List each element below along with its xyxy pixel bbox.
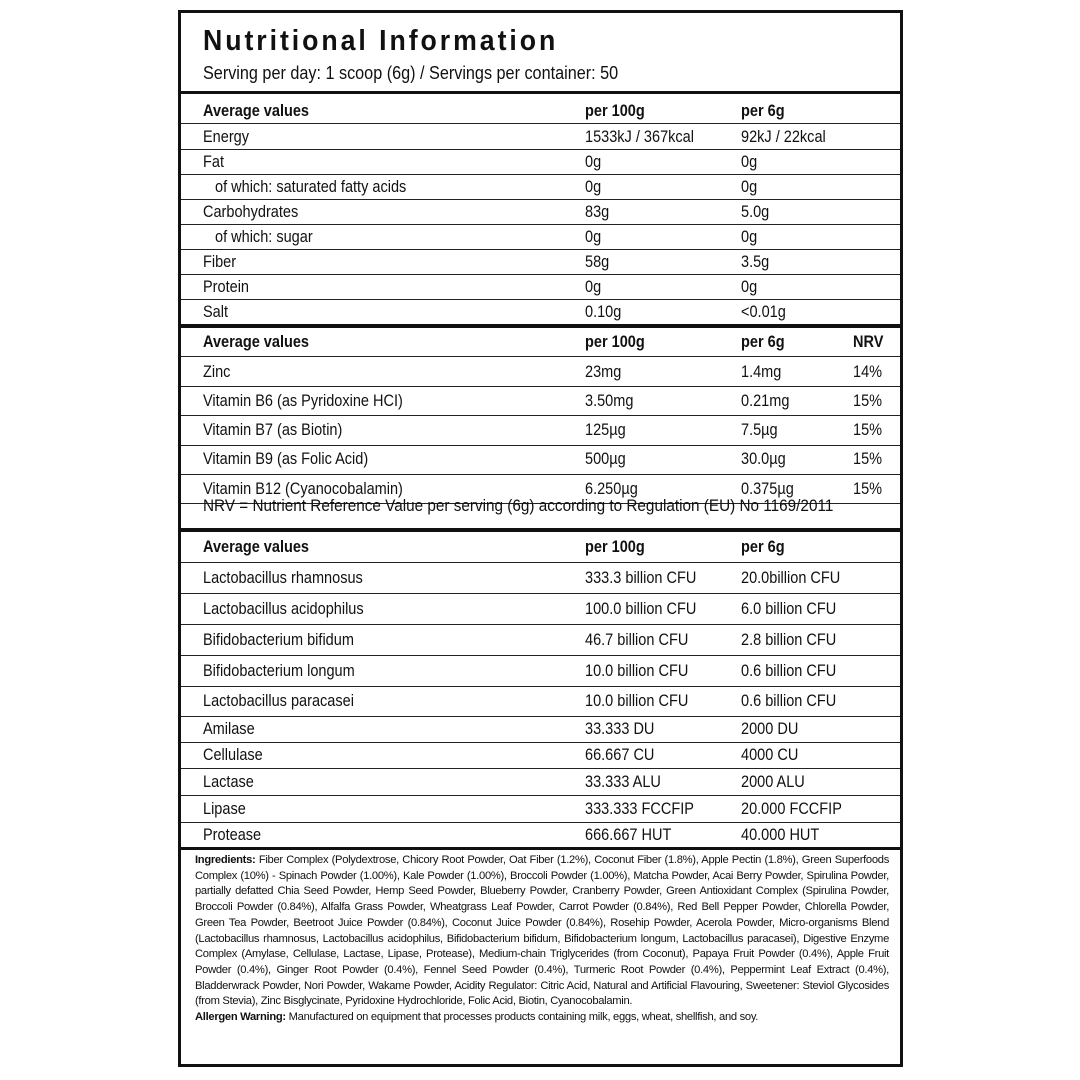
divider — [181, 91, 900, 94]
ingredient-name: Lactase — [203, 772, 254, 791]
table3-header — [181, 532, 900, 562]
ingredient-name: Lactobacillus paracasei — [203, 692, 354, 710]
value-per-100g: 0g — [585, 152, 602, 171]
ingredient-name: Cellulase — [203, 746, 263, 764]
nutrient-name: of which: sugar — [215, 227, 313, 246]
value-per-6g: 1.4mg — [741, 362, 782, 381]
vitamin-name: Zinc — [203, 362, 231, 381]
value-per-100g: 666.667 HUT — [585, 826, 672, 844]
table-row — [181, 299, 900, 324]
value-per-6g: 20.0billion CFU — [741, 569, 841, 587]
table-row — [181, 742, 900, 768]
table-row — [181, 357, 900, 386]
value-per-100g: 333.3 billion CFU — [585, 569, 697, 587]
value-per-100g: 0g — [585, 227, 602, 246]
table-row — [181, 768, 900, 795]
value-per-100g: 83g — [585, 202, 610, 221]
divider — [181, 847, 900, 850]
table-row — [181, 224, 900, 249]
table-row — [181, 593, 900, 624]
value-per-100g: 333.333 FCCFIP — [585, 799, 694, 818]
header-per-100g: per 100g — [585, 333, 645, 351]
value-per-100g: 58g — [585, 252, 610, 271]
ingredient-name: Bifidobacterium longum — [203, 661, 355, 680]
table-row — [181, 624, 900, 655]
value-per-6g: 6.0 billion CFU — [741, 599, 837, 618]
table-row — [181, 274, 900, 299]
ingredients-text: Fiber Complex (Polydextrose, Chicory Root Powder, Oat Fiber (1.2%), Coconut Fiber (1.8%), Apple Pectin (1.8%), Green Superfoods Complex (10%) - Spinach Powder (1.00%), Kale Powder (1.00%), Broccoli Powder (1.00%), Matcha Powder, Acai Berry Powder, Spirulina Powder, partially defatted Chia Seed Powder, Hemp Seed Powder, Blueberry Powder, Cranberry Powder, Green Antioxidant Complex (Spirulina Powder, Broccoli Powder (0.84%), Alfalfa Grass Powder, Wheatgrass Leaf Powder, Carrot Powder (0.84%), Red Bell Pepper Powder, Chlorella Powder, Green Tea Powder, Beetroot Juice Powder (0.84%), Coconut Juice Powder (0.84%), Rosehip Powder, Acerola Powder, Micro-organisms Blend (Lactobacillus rhamnosus, Lactobacillus acidophilus, Bifidobacterium bifidum, Bifidobacterium longum, Lactobacillus paracasei), Digestive Enzyme Complex (Amylase, Cellulase, Lactase, Lipase, Protease), Medium-chain Triglycerides (from Coconut), Papaya Fruit Powder (0.4%), Apple Fruit Powder (0.4%), Ginger Root Powder (0.4%), Fennel Seed Powder (0.4%), Turmeric Root Powder (0.4%), Peppermint Leaf Extract (0.4%), Bladderwrack Powder, Nori Powder, Wakame Powder, Acidity Regulator: Citric Acid, Natural and Artificial Flavouring, Sweetener: Steviol Glycosides (from Stevia), Zinc Bisglycinate, Pyridoxine Hydrochloride, Folic Acid, Biotin, Cyanocobalamin. — [195, 854, 889, 1008]
ingredient-name: Lactobacillus rhamnosus — [203, 569, 363, 587]
table-row — [181, 686, 900, 716]
nutrient-name: Salt — [203, 302, 229, 321]
value-per-6g: 0g — [741, 177, 758, 196]
table-row — [181, 149, 900, 174]
header-nrv: NRV — [853, 333, 884, 351]
ingredient-name: Amilase — [203, 720, 255, 738]
value-per-6g: 2.8 billion CFU — [741, 630, 837, 649]
value-per-6g: 2000 DU — [741, 720, 799, 738]
table-row — [181, 655, 900, 686]
value-nrv: 15% — [853, 421, 883, 440]
value-per-6g: 0g — [741, 277, 758, 296]
nutrient-name: Protein — [203, 277, 250, 296]
header-average-values: Average values — [203, 333, 310, 351]
value-per-100g: 46.7 billion CFU — [585, 630, 689, 649]
table-row — [181, 416, 900, 445]
nutrition-label — [178, 10, 903, 1067]
value-per-6g: 0.6 billion CFU — [741, 692, 837, 710]
vitamin-name: Vitamin B9 (as Folic Acid) — [203, 450, 369, 469]
value-nrv: 15% — [853, 450, 883, 469]
ingredient-name: Lipase — [203, 799, 246, 818]
table-row — [181, 199, 900, 224]
value-per-6g: 0.375µg — [741, 479, 794, 498]
value-per-100g: 3.50mg — [585, 391, 634, 410]
value-per-6g: 0.21mg — [741, 391, 790, 410]
serving-info: Serving per day: 1 scoop (6g) / Servings per container: 50 — [203, 63, 619, 83]
table2-header — [181, 328, 900, 356]
value-per-100g: 500µg — [585, 450, 626, 469]
table-row — [181, 249, 900, 274]
value-per-6g: 92kJ / 22kcal — [741, 127, 826, 146]
header-average-values: Average values — [203, 538, 310, 556]
table-row — [181, 124, 900, 149]
header-average-values: Average values — [203, 101, 310, 120]
value-per-100g: 10.0 billion CFU — [585, 692, 689, 710]
value-per-6g: 3.5g — [741, 252, 770, 271]
value-per-6g: 0g — [741, 152, 758, 171]
value-nrv: 15% — [853, 391, 883, 410]
value-per-100g: 0.10g — [585, 302, 622, 321]
table-row — [181, 716, 900, 742]
allergen-text: Manufactured on equipment that processes products containing milk, eggs, wheat, shellfish, and soy. — [285, 1011, 759, 1024]
ingredients-block — [195, 853, 889, 1026]
nutrient-name: of which: saturated fatty acids — [215, 177, 407, 196]
header-per-6g: per 6g — [741, 333, 785, 351]
vitamin-name: Vitamin B7 (as Biotin) — [203, 421, 343, 440]
value-per-6g: 4000 CU — [741, 746, 799, 764]
ingredient-name: Bifidobacterium bifidum — [203, 630, 354, 649]
table-row — [181, 174, 900, 199]
value-per-100g: 66.667 CU — [585, 746, 655, 764]
nutrient-name: Energy — [203, 127, 250, 146]
table-row — [181, 386, 900, 415]
value-per-100g: 10.0 billion CFU — [585, 661, 689, 680]
value-per-100g: 1533kJ / 367kcal — [585, 127, 694, 146]
table-row — [181, 822, 900, 848]
header-per-100g: per 100g — [585, 101, 645, 120]
value-per-6g: 20.000 FCCFIP — [741, 799, 842, 818]
value-per-100g: 23mg — [585, 362, 622, 381]
ingredients-label: Ingredients: — [195, 854, 256, 866]
value-per-6g: 40.000 HUT — [741, 826, 820, 844]
value-per-100g: 125µg — [585, 421, 626, 440]
value-per-6g: 2000 ALU — [741, 772, 805, 791]
value-per-100g: 33.333 DU — [585, 720, 655, 738]
value-per-100g: 33.333 ALU — [585, 772, 661, 791]
label-title: Nutritional Information — [203, 25, 559, 57]
table-row — [181, 563, 900, 593]
table-row — [181, 795, 900, 822]
ingredient-name: Protease — [203, 826, 262, 844]
table1-header — [181, 98, 900, 123]
nrv-note: NRV = Nutrient Reference Value per serving (6g) according to Regulation (EU) No 1169/2011 — [203, 496, 834, 515]
value-per-100g: 0g — [585, 177, 602, 196]
header-per-100g: per 100g — [585, 538, 645, 556]
header-per-6g: per 6g — [741, 538, 785, 556]
allergen-label: Allergen Warning: — [195, 1011, 286, 1024]
value-nrv: 14% — [853, 362, 883, 381]
value-per-6g: <0.01g — [741, 302, 786, 321]
value-per-6g: 0.6 billion CFU — [741, 661, 837, 680]
nutrient-name: Fiber — [203, 252, 237, 271]
vitamin-name: Vitamin B6 (as Pyridoxine HCI) — [203, 391, 403, 410]
value-per-100g: 100.0 billion CFU — [585, 599, 697, 618]
vitamin-name: Vitamin B12 (Cyanocobalamin) — [203, 479, 403, 498]
value-nrv: 15% — [853, 479, 883, 498]
value-per-100g: 0g — [585, 277, 602, 296]
table-row — [181, 445, 900, 474]
value-per-6g: 5.0g — [741, 202, 770, 221]
nutrient-name: Carbohydrates — [203, 202, 299, 221]
value-per-6g: 0g — [741, 227, 758, 246]
nutrient-name: Fat — [203, 152, 224, 171]
ingredient-name: Lactobacillus acidophilus — [203, 599, 364, 618]
header-per-6g: per 6g — [741, 101, 785, 120]
value-per-100g: 6.250µg — [585, 479, 638, 498]
value-per-6g: 7.5µg — [741, 421, 778, 440]
value-per-6g: 30.0µg — [741, 450, 786, 469]
